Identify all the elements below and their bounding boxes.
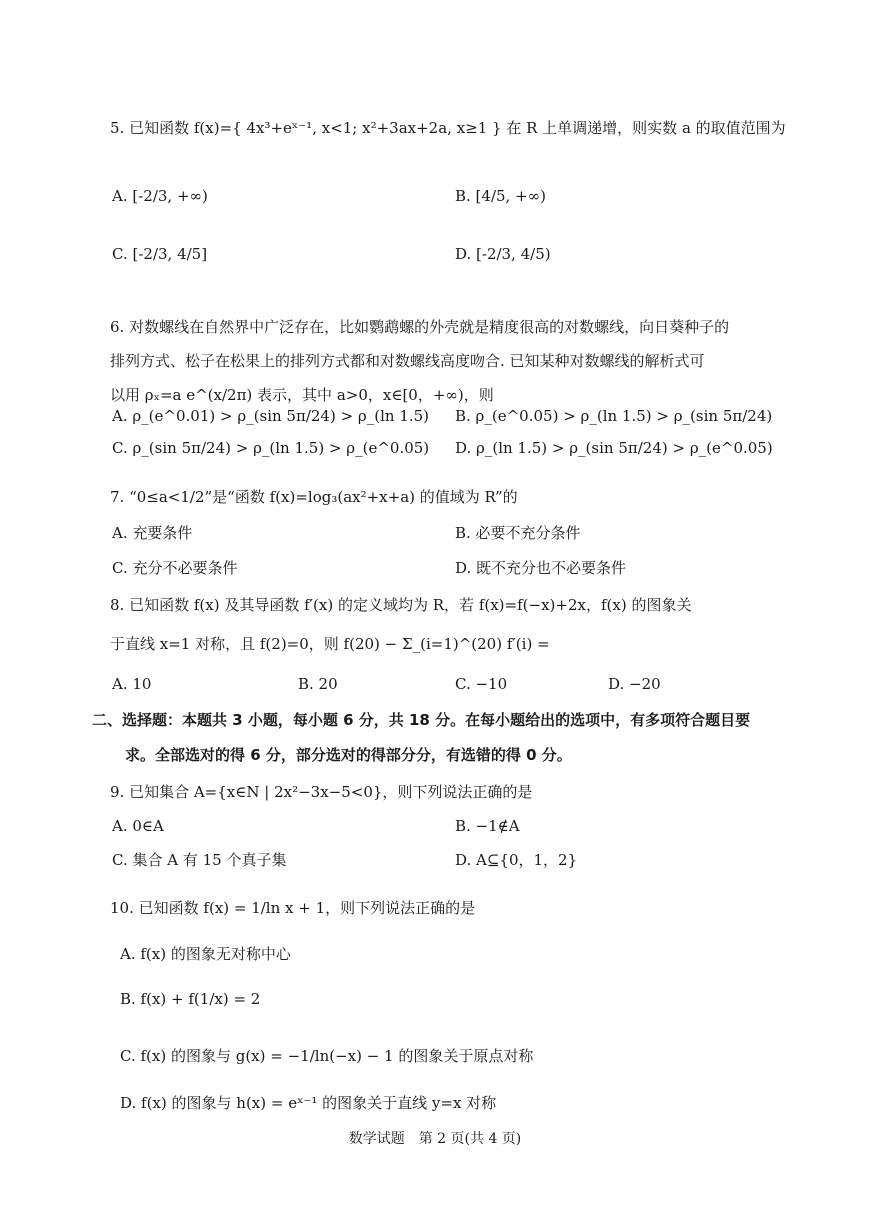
page-footer: 数学试题 第 2 页(共 4 页) [348,1131,522,1147]
section-2-heading: 二、选择题：本题共 3 小题，每小题 6 分，共 18 分。在每小题给出的选项中，有多项符合题目要 [92,711,751,729]
q7-stem: 7. “0≤a<1/2”是“函数 f(x)=log₃(ax²+x+a) 的值域为 R”的 [110,488,518,506]
q6-line-3: 以用 ρₓ=a e^(x/2π) 表示，其中 a>0，x∈[0，+∞)，则 [110,386,494,404]
q8-line-2: 于直线 x=1 对称，且 f(2)=0，则 f(20) − Σ_(i=1)^(20) f′(i) = [110,635,550,653]
q9-option-b: B. −1∉A [455,817,520,835]
q6-option-d: D. ρ_(ln 1.5) > ρ_(sin 5π/24) > ρ_(e^0.05) [455,439,773,457]
q9-stem: 9. 已知集合 A={x∈N | 2x²−3x−5<0}，则下列说法正确的是 [110,783,533,801]
q6-option-b: B. ρ_(e^0.05) > ρ_(ln 1.5) > ρ_(sin 5π/24) [455,407,773,425]
q10-stem: 10. 已知函数 f(x) = 1/ln x + 1，则下列说法正确的是 [110,899,476,917]
q10-option-c: C. f(x) 的图象与 g(x) = −1/ln(−x) − 1 的图象关于原点对称 [120,1047,534,1065]
q5-option-b: B. [4/5, +∞) [455,187,547,205]
q9-option-c: C. 集合 A 有 15 个真子集 [112,851,287,869]
q6-option-a: A. ρ_(e^0.01) > ρ_(sin 5π/24) > ρ_(ln 1.5) [112,407,430,425]
q7-option-b: B. 必要不充分条件 [455,524,581,542]
q10-option-b: B. f(x) + f(1/x) = 2 [120,990,261,1008]
q5-option-c: C. [-2/3, 4/5] [112,245,208,263]
section-2-instructions: 求。全部选对的得 6 分，部分选对的得部分分，有选错的得 0 分。 [125,746,572,764]
q10-option-d: D. f(x) 的图象与 h(x) = eˣ⁻¹ 的图象关于直线 y=x 对称 [120,1094,497,1112]
q6-line-2: 排列方式、松子在松果上的排列方式都和对数螺线高度吻合. 已知某种对数螺线的解析式可 [110,352,705,370]
q8-line-1: 8. 已知函数 f(x) 及其导函数 f′(x) 的定义域均为 R，若 f(x)=f(−x)+2x，f(x) 的图象关 [110,596,692,614]
q7-option-c: C. 充分不必要条件 [112,559,238,577]
q9-option-a: A. 0∈A [112,817,164,835]
q8-option-c: C. −10 [455,675,508,693]
q5-stem: 5. 已知函数 f(x)={ 4x³+eˣ⁻¹, x<1; x²+3ax+2a, x≥1 } 在 R 上单调递增，则实数 a 的取值范围为 [110,119,786,137]
q8-option-b: B. 20 [298,675,338,693]
q6-option-c: C. ρ_(sin 5π/24) > ρ_(ln 1.5) > ρ_(e^0.05) [112,439,430,457]
q5-option-a: A. [-2/3, +∞) [112,187,208,205]
q6-line-1: 6. 对数螺线在自然界中广泛存在，比如鹦鹉螺的外壳就是精度很高的对数螺线，向日葵种子的 [110,318,730,336]
q8-option-d: D. −20 [608,675,661,693]
q10-option-a: A. f(x) 的图象无对称中心 [120,945,291,963]
q5-option-d: D. [-2/3, 4/5) [455,245,551,263]
q7-option-a: A. 充要条件 [112,524,193,542]
q7-option-d: D. 既不充分也不必要条件 [455,559,627,577]
q9-option-d: D. A⊆{0，1，2} [455,851,578,869]
q8-option-a: A. 10 [112,675,152,693]
